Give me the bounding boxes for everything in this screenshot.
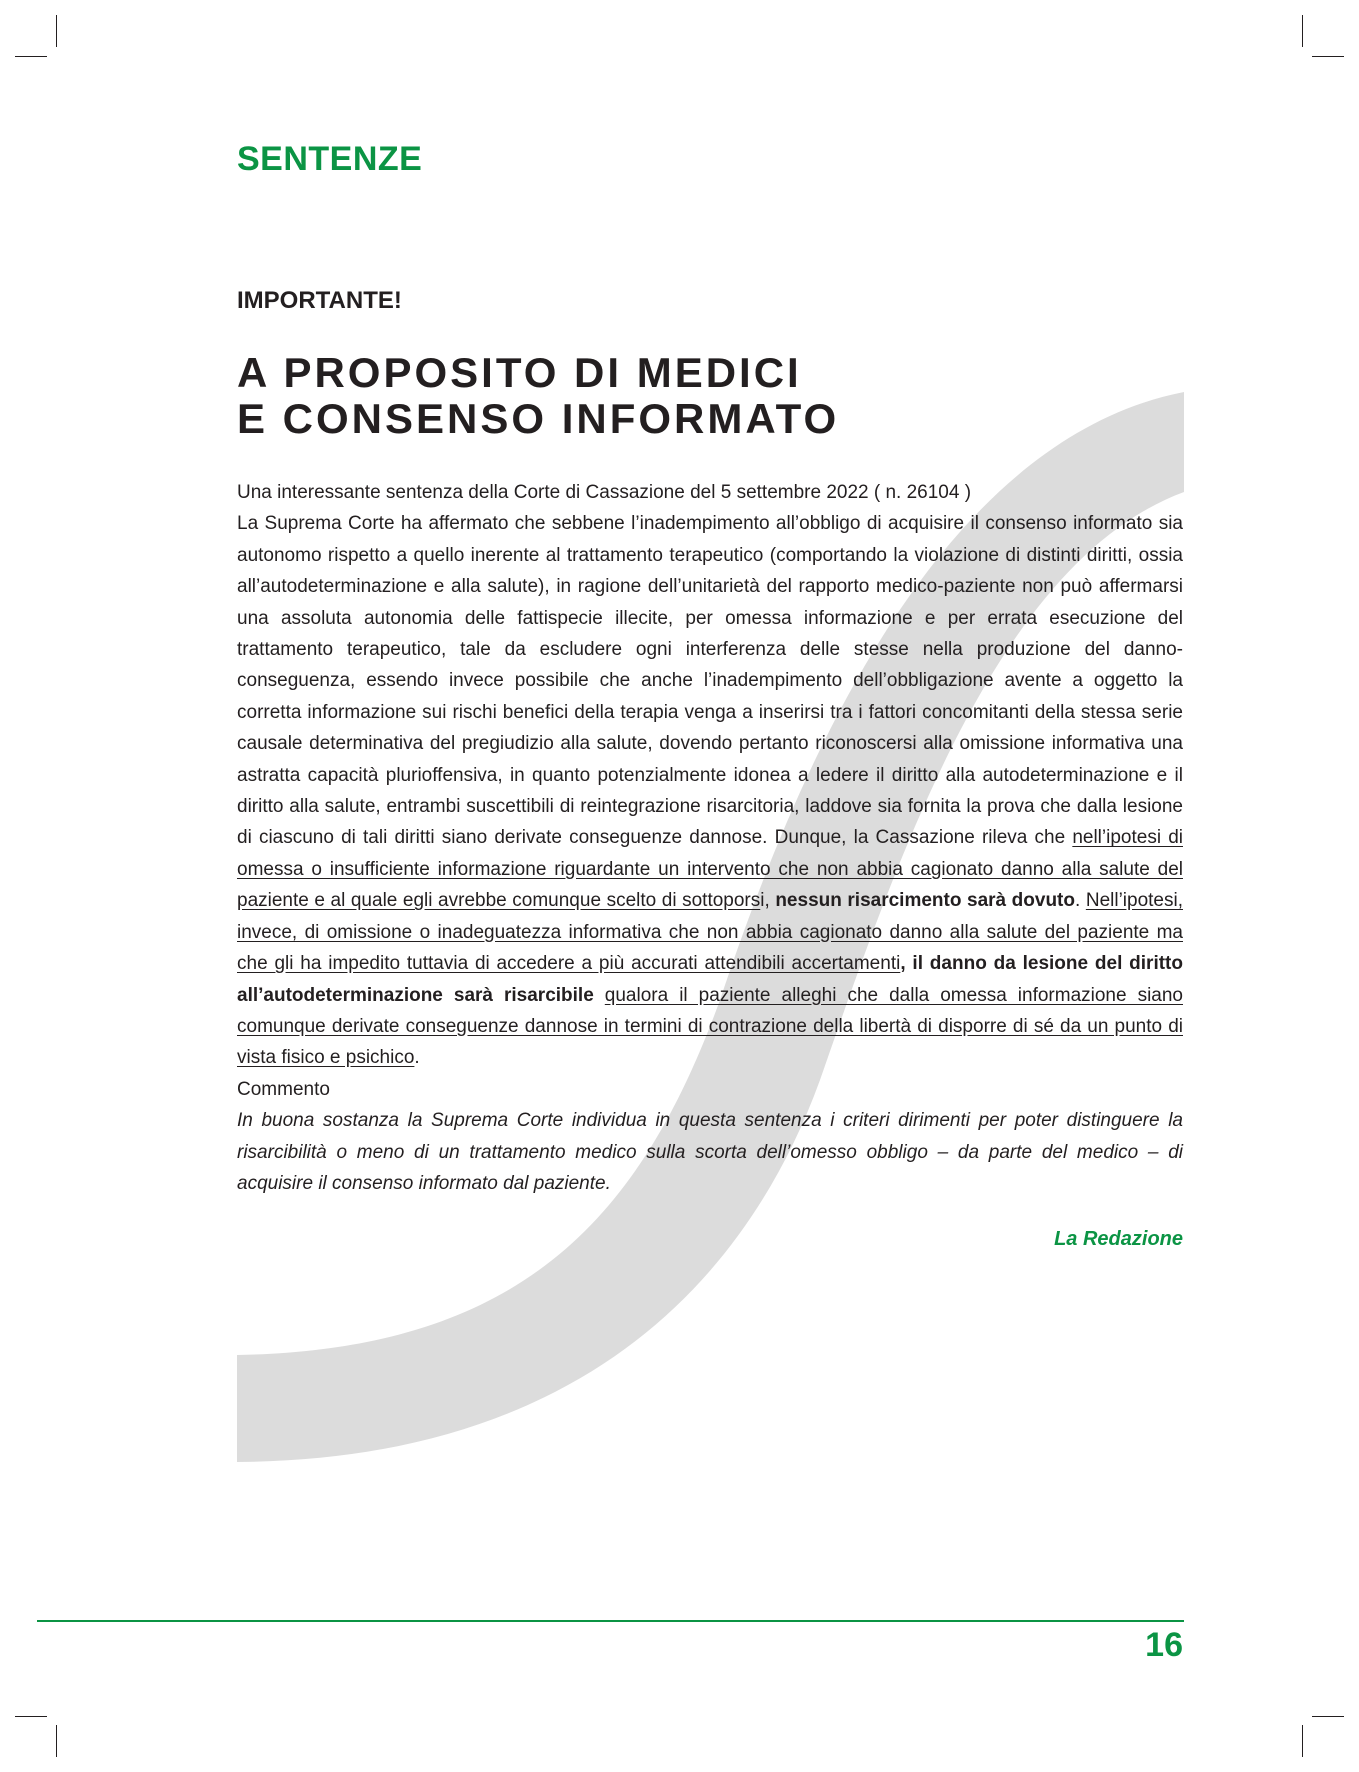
comment-label: Commento [237,1078,330,1100]
page-number: 16 [1145,1626,1183,1664]
underlined-passage-1: nell’ipotesi di omessa o insufficiente informazione riguardante un intervento che non abbia cagionato danno alla salute del paziente e al quale egli avrebbe comunque scelto di sottopors [237,827,1183,912]
article-title-line-2: E CONSENSO INFORMATO [237,395,840,442]
bold-passage-1: nessun risarcimento sarà dovuto [775,890,1075,912]
connector-2: . [1075,890,1086,912]
bold-passage-2: , il danno da lesione del diritto all’autodeterminazione sarà risarcibile [237,953,1183,1006]
article-title-line-1: A PROPOSITO DI MEDICI [237,349,802,396]
crop-mark-top-right-h [1312,56,1344,57]
article-body [237,477,1183,1199]
crop-mark-bottom-right-h [1312,1716,1344,1717]
paragraph-ending: . [414,1047,420,1069]
crop-mark-top-right-v [1302,15,1303,47]
signature: La Redazione [1054,1228,1183,1250]
crop-mark-bottom-right-v [1302,1725,1303,1757]
main-paragraph [237,508,1183,1073]
intro-paragraph: Una interessante sentenza della Corte di Cassazione del 5 settembre 2022 ( n. 26104 ) [237,482,972,503]
article-title [237,350,1183,442]
footer-divider [37,1620,1184,1622]
underlined-passage-3: qualora il paziente alleghi che dalla omessa informazione siano comunque derivate conseguenze dannose in termini di contrazione della libertà di disporre di sé da un punto di vista fisico e psichico [237,984,1183,1069]
comment-paragraph: In buona sostanza la Suprema Corte individua in questa sentenza i criteri dirimenti per poter distinguere la risarcibilità o meno di un trattamento medico sulla scorta dell’omesso obbligo – da parte del medico – di acquisire il consenso informato dal paziente. [237,1110,1183,1194]
crop-mark-top-left-v [56,15,57,47]
article-kicker: IMPORTANTE! [237,287,402,314]
section-label: SENTENZE [237,140,423,178]
crop-mark-bottom-left-h [15,1716,47,1717]
body-text-part-1: La Suprema Corte ha affermato che sebbene l’inadempimento all’obbligo di acquisire il consenso informato sia autonomo rispetto a quello inerente al trattamento terapeutico (comportando la violazione di distinti diritti, ossia all’autodeterminazione e alla salute), in ragione dell’unitarietà del rapporto medico-paziente non può affermarsi una assoluta autonomia delle fattispecie illecite, per omessa informazione e per errata esecuzione del trattamento terapeutico, tale da escludere ogni interferenza delle stesse nella produzione del danno-conseguenza, essendo invece possibile che anche l’inadempimento dell’obbligazione avente a oggetto la corretta informazione sui rischi benefici della terapia venga a inserirsi tra i fattori concomitanti della stessa serie causale determinativa del pregiudizio alla salute, dovendo pertanto riconoscersi alla omissione informativa una astratta capacità plurioffensiva, in quanto potenzialmente idonea a ledere il diritto alla autodeterminazione e il diritto alla salute, entrambi suscettibili di reintegrazione risarcitoria, laddove sia fornita la prova che dalla lesione di ciascuno di tali diritti siano derivate conseguenze dannose. Dunque, la Cassazione rileva che [237,513,1183,849]
underlined-passage-2: Nell’ipotesi, invece, di omissione o inadeguatezza informativa che non abbia cagionato danno alla salute del paziente ma che gli ha impedito tuttavia di accedere a più accurati attendibili accertamenti [237,890,1183,975]
crop-mark-bottom-left-v [56,1725,57,1757]
crop-mark-top-left-h [15,56,47,57]
connector-3 [594,985,605,1006]
connector-1: i, [760,890,776,912]
